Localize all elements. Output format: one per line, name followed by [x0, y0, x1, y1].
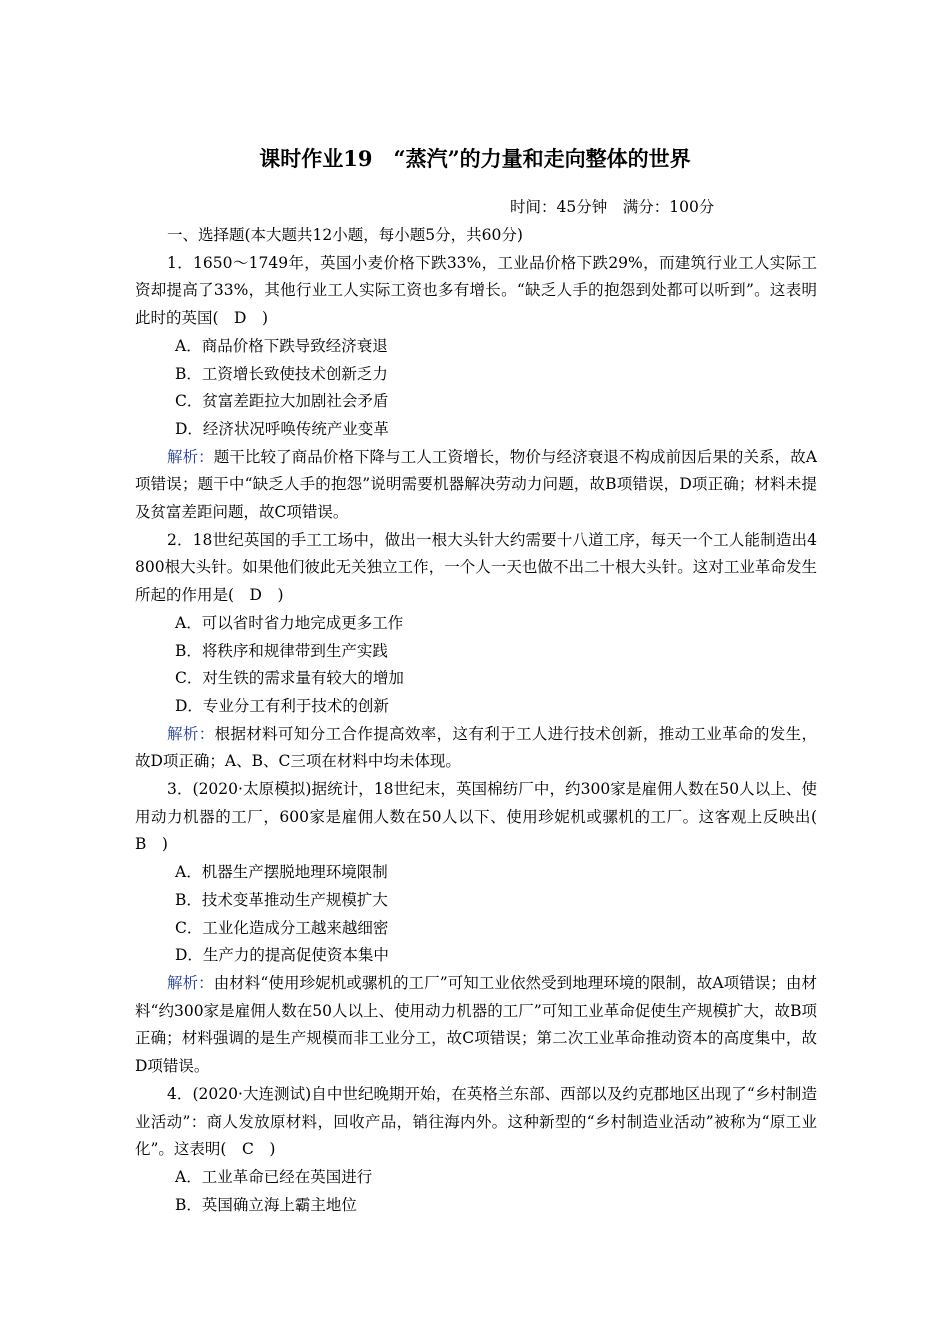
analysis [135, 444, 817, 527]
analysis-text: 题干比较了商品价格下降与工人工资增长，物价与经济衰退不构成前因后果的关系，故A项错误；题干中“缺乏人手的抱怨”说明需要机器解决劳动力问题，故B项错误，D项正确；材料未提及贫富差距问题，故C项错误。 [135, 447, 817, 522]
analysis-label: 解析： [167, 447, 214, 466]
option: C．贫富差距拉大加剧社会矛盾 [175, 392, 389, 411]
analysis-text: 由材料“使用珍妮机或骡机的工厂”可知工业依然受到地理环境的限制，故A项错误；由材料“约300家是雇佣人数在50人以上、使用动力机器的工厂”可知工业革命促使生产规模扩大，故B项正确；材料强调的是生产规模而非工业分工，故C项错误；第二次工业革命推动资本的高度集中，故D项错误。 [135, 973, 817, 1076]
analysis-text: 根据材料可知分工合作提高效率，这有利于工人进行技术创新，推动工业革命的发生，故D项正确；A、B、C三项在材料中均未体现。 [135, 724, 817, 771]
option: A．可以省时省力地完成更多工作 [175, 613, 404, 632]
analysis [135, 721, 817, 776]
option: D．专业分工有利于技术的创新 [175, 696, 389, 715]
page-title: 课时作业19 “蒸汽”的力量和走向整体的世界 [259, 146, 691, 171]
document-body [135, 222, 833, 1219]
option: D．经济状况呼唤传统产业变革 [175, 419, 389, 438]
option: C．工业化造成分工越来越细密 [175, 918, 389, 937]
analysis [135, 970, 817, 1081]
option: D．生产力的提高促使资本集中 [175, 946, 389, 965]
option: C．对生铁的需求量有较大的增加 [175, 669, 404, 688]
section-heading: 一、选择题(本大题共12小题，每小题5分，共60分) [167, 226, 523, 244]
option: A．工业革命已经在英国进行 [175, 1167, 373, 1186]
option: B．将秩序和规律带到生产实践 [175, 641, 388, 660]
question-stem: 3．(2020·太原模拟)据统计，18世纪末，英国棉纺厂中，约300家是雇佣人数在50人以上、使用动力机器的工厂，600家是雇佣人数在50人以下、使用珍妮机或骡机的工厂。这客观上反映出( B ) [135, 780, 833, 854]
option: B．英国确立海上霸主地位 [175, 1195, 357, 1214]
question-stem: 1．1650～1749年，英国小麦价格下跌33%，工业品价格下跌29%，而建筑行业工人实际工资却提高了33%，其他行业工人实际工资也多有增长。“缺乏人手的抱怨到处都可以听到”。这表明此时的英国( D ) [135, 253, 817, 328]
question-stem: 2．18世纪英国的手工工场中，做出一根大头针大约需要十八道工序，每天一个工人能制造出4 800根大头针。如果他们彼此无关独立工作，一个人一天也做不出二十根大头针。这对工业革命发生所起的作用是( D ) [135, 530, 817, 605]
option: A．商品价格下跌导致经济衰退 [175, 336, 388, 355]
analysis-label: 解析： [167, 973, 214, 992]
question-stem: 4．(2020·大连测试)自中世纪晚期开始，在英格兰东部、西部以及约克郡地区出现了“乡村制造业活动”：商人发放原材料，回收产品，销往海内外。这种新型的“乡村制造业活动”被称为“原工业化”。这表明( C ) [135, 1084, 817, 1159]
option: B．技术变革推动生产规模扩大 [175, 890, 388, 909]
analysis-label: 解析： [167, 724, 215, 743]
exam-meta: 时间：45分钟 满分：100分 [510, 198, 715, 216]
option: A．机器生产摆脱地理环境限制 [175, 863, 388, 882]
option: B．工资增长致使技术创新乏力 [175, 364, 388, 383]
